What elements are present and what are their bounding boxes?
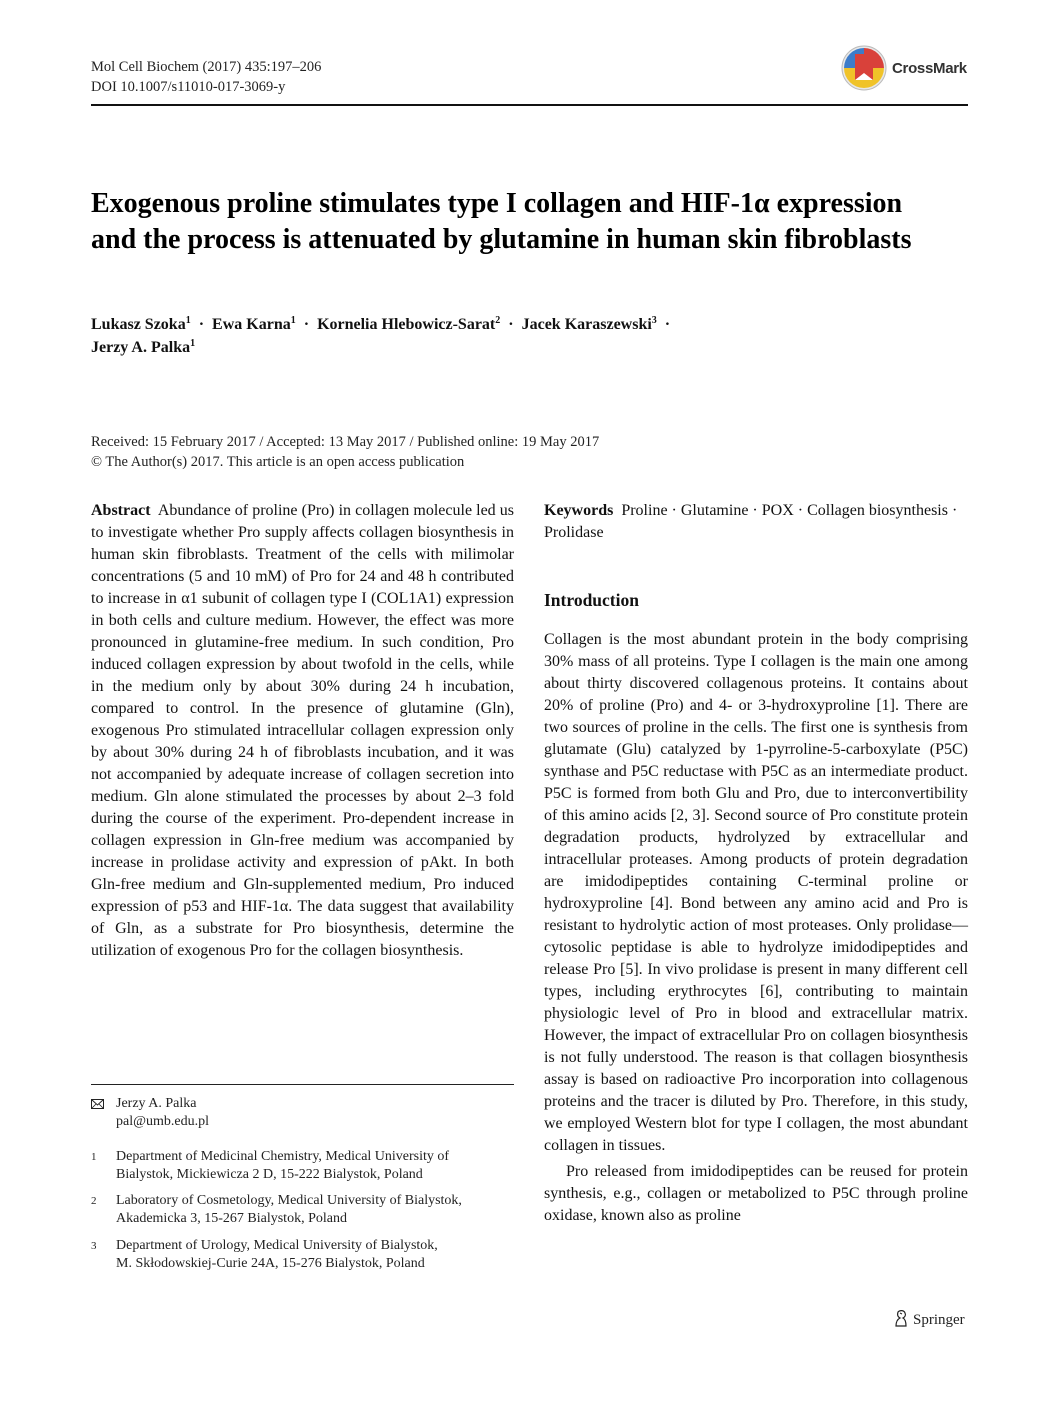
keywords-paragraph xyxy=(544,500,968,544)
springer-horse-icon xyxy=(893,1309,909,1327)
right-column xyxy=(544,500,968,1227)
corresponding-email[interactable]: pal@umb.edu.pl xyxy=(116,1114,209,1129)
affiliation-line: Akademicka 3, 15-267 Bialystok, Poland xyxy=(116,1211,347,1226)
affiliation-marker: 3 xyxy=(91,1240,97,1252)
introduction-paragraph: Pro released from imidodipeptides can be reused for protein synthesis, e.g., collagen or metabolized to P5C through proline oxidase, known also as proline xyxy=(544,1163,968,1224)
abstract-label: Abstract xyxy=(91,502,151,519)
author-separator: · xyxy=(198,316,205,333)
keywords-label: Keywords xyxy=(544,502,614,519)
affiliation-line: Bialystok, Mickiewicza 2 D, 15-222 Bialystok, Poland xyxy=(116,1167,423,1182)
abstract-section xyxy=(91,500,514,962)
publisher-logo xyxy=(893,1309,965,1329)
journal-citation: Mol Cell Biochem (2017) 435:197–206 xyxy=(91,59,322,75)
envelope-icon xyxy=(91,1099,104,1109)
keywords-text: Proline · Glutamine · POX · Collagen biosynthesis · Prolidase xyxy=(544,502,958,541)
affiliation-line: Department of Medicinal Chemistry, Medical University of xyxy=(116,1149,450,1164)
corresponding-name: Jerzy A. Palka xyxy=(116,1096,197,1111)
affiliation-marker: 1 xyxy=(91,1151,97,1163)
author[interactable]: Jacek Karaszewski$^3$ xyxy=(521,315,657,333)
affiliation-3 xyxy=(91,1237,514,1273)
doi[interactable]: DOI 10.1007/s11010-017-3069-y xyxy=(91,79,286,95)
footnote-rule xyxy=(91,1084,514,1085)
crossmark-label: CrossMark xyxy=(892,60,967,77)
introduction-heading: Introduction xyxy=(544,590,639,610)
author[interactable]: Lukasz Szoka$^1$ xyxy=(91,315,191,333)
publication-dates xyxy=(91,432,599,472)
author[interactable]: Ewa Karna$^1$ xyxy=(212,315,296,333)
abstract-text: Abundance of proline (Pro) in collagen molecule led us to investigate whether Pro supply affects collagen biosynthesis in human skin fibroblasts. Treatment of the cells with milimolar concentrations (5 and 10 mM) of Pro for 24 and 48 h contributed to increase in α1 subunit of collagen type I (COL1A1) expression in both cells and culture medium. However, the effect was more pronounced in glutamine-free medium. In such condition, Pro induced collagen expression by about twofold in the cells, while in the medium only by about 30% during 24 h incubation, compared to control. In the presence of glutamine (Gln), exogenous Pro stimulated intracellular collagen expression only by about 30% during 24 h of fibroblasts incubation, and it was not accompanied by adequate increase of collagen secretion into medium. Gln alone stimulated the processes by about 2–3 fold during the course of the experiment. Pro-dependent increase in collagen expression in Gln-free medium was accompanied by increase in prolidase activity and expression of pAkt. In both Gln-free medium and Gln-supplemented medium, Pro induced expression of p53 and HIF-1α. The data suggest that availability of Gln, as a substrate for Pro biosynthesis, determine the utilization of exogenous Pro for the collagen biosynthesis. xyxy=(91,502,514,959)
affiliation-marker: 2 xyxy=(91,1195,97,1207)
journal-info xyxy=(91,57,321,97)
crossmark-badge[interactable] xyxy=(840,44,970,96)
affiliation-line: Laboratory of Cosmetology, Medical University of Bialystok, xyxy=(116,1193,462,1208)
header-rule xyxy=(91,104,968,106)
publisher-name: Springer xyxy=(913,1312,965,1328)
affiliation-1 xyxy=(91,1148,514,1184)
copyright-line: © The Author(s) 2017. This article is an open access publication xyxy=(91,454,465,470)
date-history: Received: 15 February 2017 / Accepted: 13 May 2017 / Published online: 19 May 2017 xyxy=(91,434,600,450)
author[interactable]: Kornelia Hlebowicz-Sarat$^2$ xyxy=(317,315,501,333)
author[interactable]: Jerzy A. Palka$^1$ xyxy=(91,338,196,356)
affiliation-2 xyxy=(91,1192,514,1228)
author-separator: · xyxy=(664,316,671,333)
author-separator: · xyxy=(303,316,310,333)
author-list xyxy=(91,313,951,359)
abstract-paragraph xyxy=(91,500,514,962)
author-separator: · xyxy=(508,316,514,333)
affiliation-line: Department of Urology, Medical University of Bialystok, xyxy=(116,1238,438,1253)
affiliation-line: M. Skłodowskiej-Curie 24A, 15-276 Bialystok, Poland xyxy=(116,1256,425,1271)
introduction-paragraph: Collagen is the most abundant protein in the body comprising 30% mass of all proteins. Type I collagen is the main one among about thirty discovered collagenous proteins. It contains about 20% of proline (Pro) and 4- or 3-hydroxyproline [1]. There are two sources of proline in the cells. The first one is synthesis from glutamate (Glu) catalyzed by 1-pyrroline-5-carboxylate (P5C) synthase and P5C reductase with P5C as an intermediate product. P5C is formed from both Glu and Pro, due to interconvertibility of this amino acids [2, 3]. Second source of Pro constitute protein degradation products, hydrolyzed by extracellular and intracellular proteases. Among products of protein degradation are imidodipeptides containing C-terminal proline or hydroxyproline [4]. Bond between any amino acid and Pro is resistant to hydrolytic action of most proteases. Only prolidase—cytosolic peptidase is able to hydrolyze imidodipeptides and release Pro [5]. In vivo prolidase is present in many different cell types, including erythrocytes [6], contributing to maintain physiologic level of Pro in blood and extracellular matrix. However, the impact of extracellular Pro on collagen biosynthesis is not fully understood. The reason is that collagen biosynthesis assay is based on radioactive Pro incorporation into collagenous proteins and the tracer is diluted by Pro. Therefore, in this study, we employed Western blot for type I collagen, the most abundant collagen in tissues. xyxy=(544,631,968,1154)
corresponding-author xyxy=(91,1095,514,1131)
article-title: Exogenous proline stimulates type I collagen and HIF-1α expression and the process is attenuated by glutamine in human skin fibroblasts xyxy=(91,188,912,255)
crossmark-icon xyxy=(840,44,888,92)
